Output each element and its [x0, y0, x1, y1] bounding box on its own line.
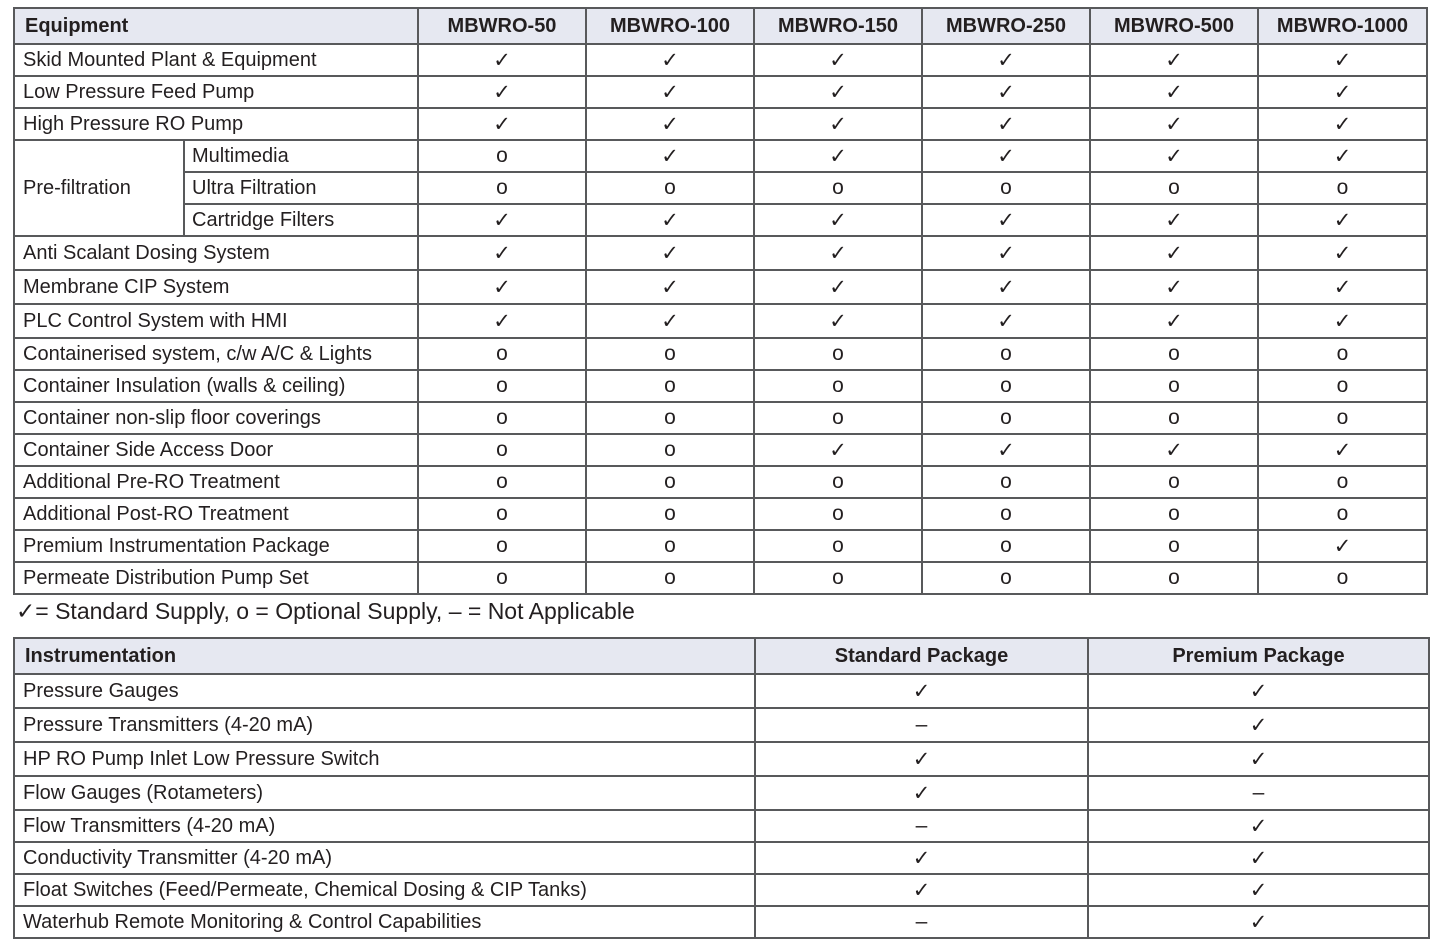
supply-value-cell: o — [1258, 370, 1427, 402]
row-label: Low Pressure Feed Pump — [14, 76, 418, 108]
supply-value-cell: ✓ — [922, 434, 1090, 466]
supply-value-cell: ✓ — [754, 140, 922, 172]
supply-value-cell: o — [586, 402, 754, 434]
table-row — [14, 172, 1427, 204]
supply-value-cell: o — [586, 562, 754, 594]
supply-value-cell: ✓ — [1258, 434, 1427, 466]
supply-value-cell: o — [922, 172, 1090, 204]
table-row — [14, 530, 1427, 562]
package-value-cell: ✓ — [755, 742, 1088, 776]
supply-value-cell: o — [754, 338, 922, 370]
supply-legend: ✓= Standard Supply, o = Optional Supply, – = Not Applicable — [16, 598, 635, 624]
supply-value-cell: o — [586, 466, 754, 498]
package-value-cell: ✓ — [1088, 842, 1429, 874]
package-value-cell: – — [755, 708, 1088, 742]
supply-value-cell: o — [1090, 370, 1258, 402]
supply-value-cell: o — [922, 466, 1090, 498]
supply-value-cell: o — [754, 172, 922, 204]
row-label: Membrane CIP System — [14, 270, 418, 304]
row-label: Containerised system, c/w A/C & Lights — [14, 338, 418, 370]
supply-value-cell: o — [418, 434, 586, 466]
supply-value-cell: o — [1090, 466, 1258, 498]
supply-value-cell: o — [418, 140, 586, 172]
row-label: Permeate Distribution Pump Set — [14, 562, 418, 594]
supply-value-cell: o — [1258, 562, 1427, 594]
supply-value-cell: ✓ — [418, 204, 586, 236]
row-label: Flow Transmitters (4-20 mA) — [14, 810, 755, 842]
instrumentation-table — [13, 637, 1430, 939]
table-row — [14, 270, 1427, 304]
supply-value-cell: o — [418, 172, 586, 204]
row-label: Anti Scalant Dosing System — [14, 236, 418, 270]
supply-value-cell: o — [754, 530, 922, 562]
supply-value-cell: o — [922, 498, 1090, 530]
supply-value-cell: o — [922, 370, 1090, 402]
table-row — [14, 498, 1427, 530]
row-label: Cartridge Filters — [184, 204, 418, 236]
package-value-cell: ✓ — [1088, 810, 1429, 842]
table-row — [14, 402, 1427, 434]
supply-value-cell: ✓ — [586, 76, 754, 108]
supply-value-cell: ✓ — [922, 236, 1090, 270]
supply-value-cell: o — [922, 338, 1090, 370]
row-label: Pressure Gauges — [14, 674, 755, 708]
row-label: Pressure Transmitters (4-20 mA) — [14, 708, 755, 742]
supply-value-cell: ✓ — [1258, 530, 1427, 562]
supply-value-cell: ✓ — [754, 236, 922, 270]
model-header-mbwro-1000: MBWRO-1000 — [1258, 8, 1427, 44]
row-label: Conductivity Transmitter (4-20 mA) — [14, 842, 755, 874]
supply-value-cell: o — [586, 434, 754, 466]
equipment-table — [13, 7, 1428, 595]
package-header-standard: Standard Package — [755, 638, 1088, 674]
supply-value-cell: ✓ — [586, 108, 754, 140]
group-label-prefiltration: Pre-filtration — [14, 140, 184, 236]
supply-value-cell: ✓ — [754, 44, 922, 76]
table-row — [14, 140, 1427, 172]
supply-value-cell: ✓ — [418, 44, 586, 76]
supply-value-cell: o — [586, 172, 754, 204]
package-value-cell: ✓ — [1088, 906, 1429, 938]
supply-value-cell: ✓ — [754, 434, 922, 466]
row-label: Additional Post-RO Treatment — [14, 498, 418, 530]
package-value-cell: ✓ — [755, 842, 1088, 874]
equipment-table-body — [14, 44, 1427, 594]
supply-value-cell: o — [418, 530, 586, 562]
row-label: Multimedia — [184, 140, 418, 172]
supply-value-cell: ✓ — [418, 236, 586, 270]
supply-value-cell: ✓ — [1258, 44, 1427, 76]
table-row — [14, 108, 1427, 140]
table-row — [14, 874, 1429, 906]
supply-value-cell: ✓ — [586, 140, 754, 172]
supply-value-cell: o — [754, 402, 922, 434]
package-value-cell: – — [755, 810, 1088, 842]
supply-value-cell: ✓ — [1090, 76, 1258, 108]
supply-value-cell: ✓ — [922, 304, 1090, 338]
row-label: Waterhub Remote Monitoring & Control Capabilities — [14, 906, 755, 938]
row-label: Container non-slip floor coverings — [14, 402, 418, 434]
table-row — [14, 76, 1427, 108]
package-value-cell: – — [755, 906, 1088, 938]
model-header-mbwro-500: MBWRO-500 — [1090, 8, 1258, 44]
supply-value-cell: ✓ — [586, 270, 754, 304]
supply-value-cell: ✓ — [1258, 236, 1427, 270]
supply-value-cell: o — [586, 530, 754, 562]
supply-value-cell: ✓ — [754, 270, 922, 304]
table-row — [14, 370, 1427, 402]
table-row — [14, 776, 1429, 810]
supply-value-cell: ✓ — [1090, 270, 1258, 304]
model-header-mbwro-250: MBWRO-250 — [922, 8, 1090, 44]
supply-value-cell: ✓ — [418, 270, 586, 304]
supply-value-cell: ✓ — [586, 236, 754, 270]
equipment-header-row — [14, 8, 1427, 44]
supply-value-cell: ✓ — [1258, 304, 1427, 338]
supply-value-cell: o — [1090, 338, 1258, 370]
supply-value-cell: o — [418, 498, 586, 530]
table-row — [14, 906, 1429, 938]
supply-value-cell: ✓ — [1090, 434, 1258, 466]
supply-value-cell: o — [1090, 498, 1258, 530]
supply-value-cell: o — [1258, 338, 1427, 370]
supply-value-cell: o — [754, 370, 922, 402]
row-label: Skid Mounted Plant & Equipment — [14, 44, 418, 76]
package-value-cell: ✓ — [755, 874, 1088, 906]
table-row — [14, 434, 1427, 466]
package-value-cell: ✓ — [1088, 708, 1429, 742]
table-row — [14, 236, 1427, 270]
table-row — [14, 842, 1429, 874]
supply-value-cell: ✓ — [1090, 236, 1258, 270]
instrumentation-table-body — [14, 674, 1429, 938]
table-row — [14, 562, 1427, 594]
table-row — [14, 810, 1429, 842]
supply-value-cell: ✓ — [922, 140, 1090, 172]
supply-value-cell: ✓ — [1090, 140, 1258, 172]
supply-value-cell: ✓ — [754, 76, 922, 108]
supply-value-cell: ✓ — [1258, 108, 1427, 140]
supply-value-cell: o — [754, 498, 922, 530]
package-value-cell: – — [1088, 776, 1429, 810]
supply-value-cell: ✓ — [754, 304, 922, 338]
supply-value-cell: ✓ — [754, 108, 922, 140]
supply-value-cell: o — [418, 402, 586, 434]
supply-value-cell: ✓ — [922, 270, 1090, 304]
row-label: High Pressure RO Pump — [14, 108, 418, 140]
supply-value-cell: ✓ — [754, 204, 922, 236]
supply-value-cell: o — [754, 562, 922, 594]
table-row — [14, 338, 1427, 370]
row-label: Additional Pre-RO Treatment — [14, 466, 418, 498]
supply-value-cell: ✓ — [922, 76, 1090, 108]
model-header-mbwro-50: MBWRO-50 — [418, 8, 586, 44]
supply-value-cell: ✓ — [1258, 76, 1427, 108]
supply-value-cell: o — [418, 562, 586, 594]
supply-value-cell: o — [1090, 530, 1258, 562]
supply-value-cell: ✓ — [922, 108, 1090, 140]
row-label: Float Switches (Feed/Permeate, Chemical Dosing & CIP Tanks) — [14, 874, 755, 906]
row-label: Container Side Access Door — [14, 434, 418, 466]
supply-value-cell: o — [1258, 172, 1427, 204]
supply-value-cell: o — [1090, 562, 1258, 594]
package-value-cell: ✓ — [755, 674, 1088, 708]
row-label: HP RO Pump Inlet Low Pressure Switch — [14, 742, 755, 776]
equipment-header-label: Equipment — [14, 8, 418, 44]
supply-value-cell: o — [922, 530, 1090, 562]
supply-value-cell: o — [1258, 466, 1427, 498]
model-header-mbwro-150: MBWRO-150 — [754, 8, 922, 44]
supply-value-cell: o — [586, 498, 754, 530]
supply-value-cell: o — [418, 370, 586, 402]
supply-value-cell: ✓ — [1258, 270, 1427, 304]
row-label: Ultra Filtration — [184, 172, 418, 204]
supply-value-cell: o — [586, 370, 754, 402]
table-row — [14, 204, 1427, 236]
table-row — [14, 742, 1429, 776]
supply-value-cell: ✓ — [586, 44, 754, 76]
model-header-mbwro-100: MBWRO-100 — [586, 8, 754, 44]
supply-value-cell: ✓ — [1090, 108, 1258, 140]
supply-value-cell: ✓ — [1090, 204, 1258, 236]
table-row — [14, 466, 1427, 498]
supply-value-cell: ✓ — [418, 76, 586, 108]
supply-value-cell: o — [1090, 402, 1258, 434]
supply-value-cell: ✓ — [418, 108, 586, 140]
supply-value-cell: ✓ — [418, 304, 586, 338]
supply-value-cell: ✓ — [586, 204, 754, 236]
supply-value-cell: o — [754, 466, 922, 498]
supply-value-cell: ✓ — [1258, 204, 1427, 236]
table-row — [14, 44, 1427, 76]
supply-value-cell: o — [418, 338, 586, 370]
table-row — [14, 304, 1427, 338]
supply-value-cell: o — [418, 466, 586, 498]
supply-value-cell: o — [922, 402, 1090, 434]
table-row — [14, 708, 1429, 742]
row-label: Premium Instrumentation Package — [14, 530, 418, 562]
package-header-premium: Premium Package — [1088, 638, 1429, 674]
supply-value-cell: o — [1258, 402, 1427, 434]
supply-value-cell: o — [1258, 498, 1427, 530]
supply-value-cell: ✓ — [1258, 140, 1427, 172]
supply-value-cell: ✓ — [586, 304, 754, 338]
supply-value-cell: ✓ — [1090, 44, 1258, 76]
supply-value-cell: o — [1090, 172, 1258, 204]
row-label: Container Insulation (walls & ceiling) — [14, 370, 418, 402]
instrumentation-header-label: Instrumentation — [14, 638, 755, 674]
package-value-cell: ✓ — [1088, 874, 1429, 906]
row-label: Flow Gauges (Rotameters) — [14, 776, 755, 810]
package-value-cell: ✓ — [1088, 674, 1429, 708]
package-value-cell: ✓ — [755, 776, 1088, 810]
supply-value-cell: ✓ — [1090, 304, 1258, 338]
instrumentation-header-row — [14, 638, 1429, 674]
supply-value-cell: ✓ — [922, 204, 1090, 236]
supply-value-cell: ✓ — [922, 44, 1090, 76]
supply-value-cell: o — [922, 562, 1090, 594]
supply-value-cell: o — [586, 338, 754, 370]
package-value-cell: ✓ — [1088, 742, 1429, 776]
row-label: PLC Control System with HMI — [14, 304, 418, 338]
table-row — [14, 674, 1429, 708]
